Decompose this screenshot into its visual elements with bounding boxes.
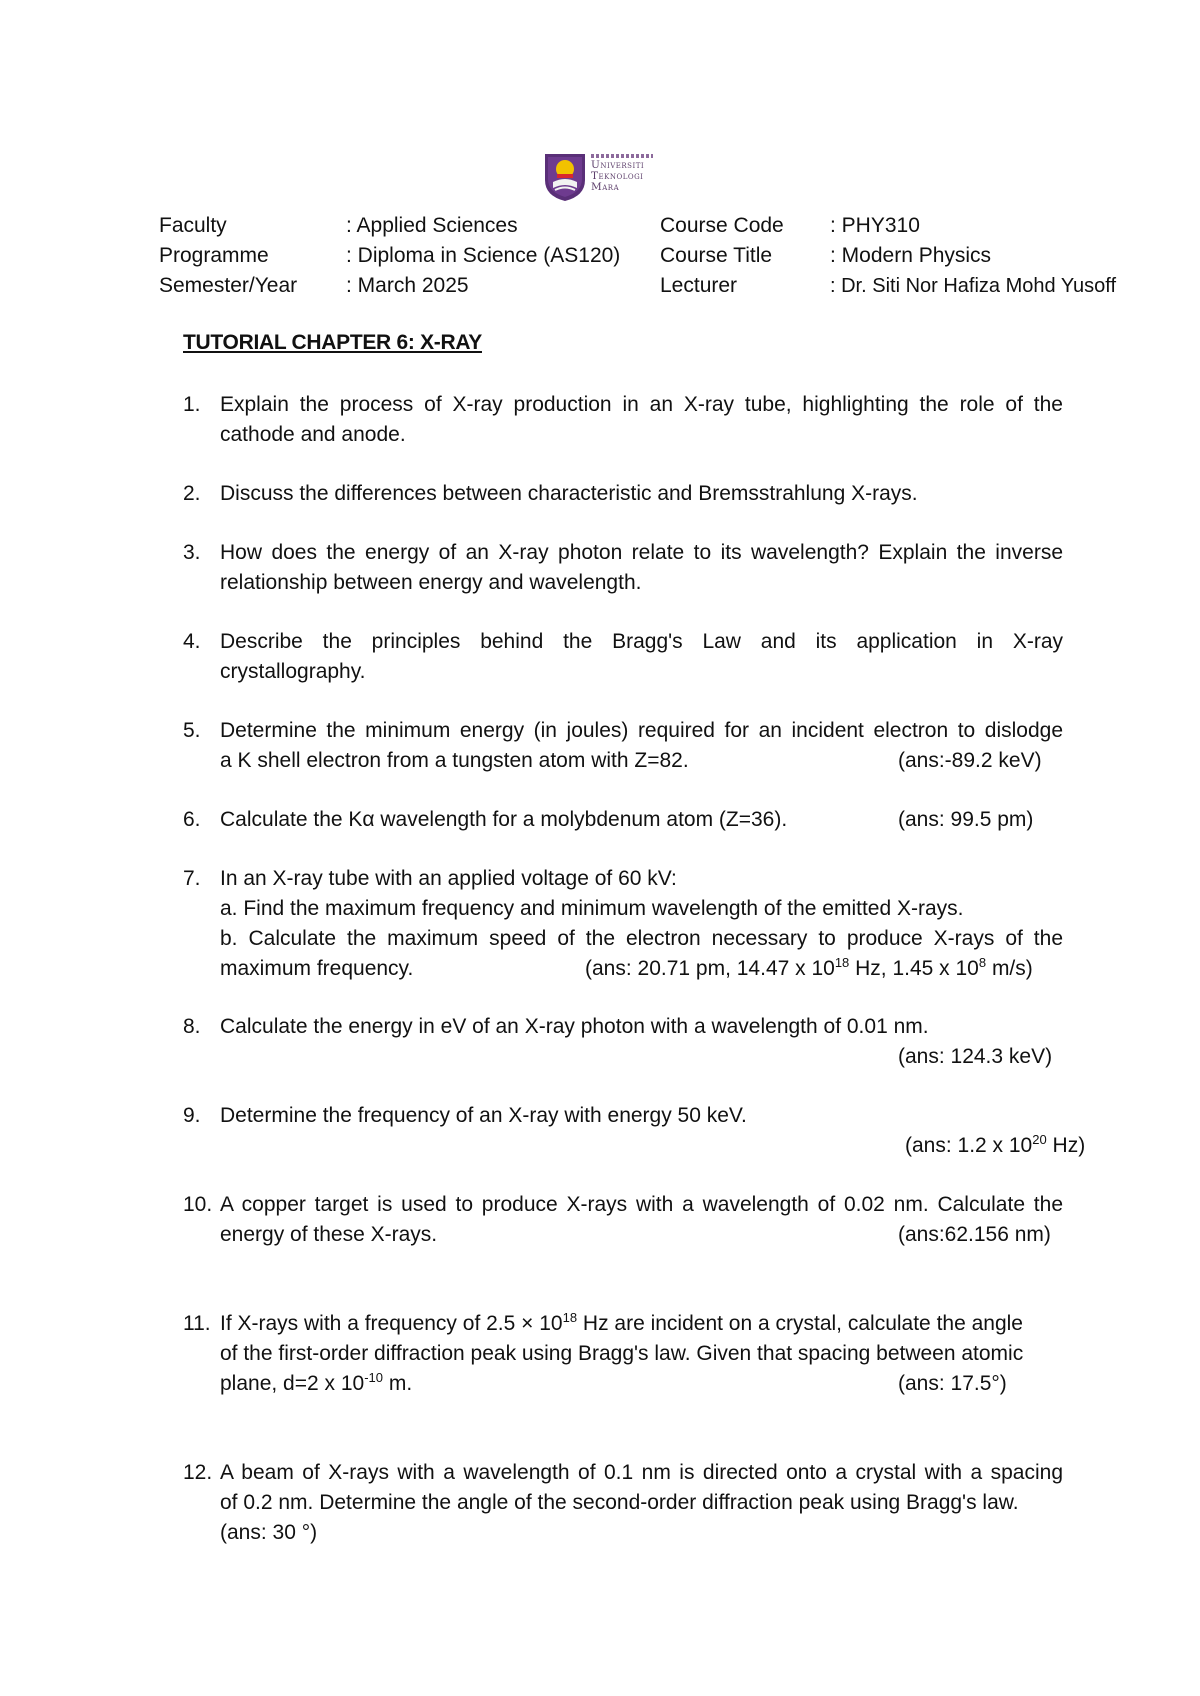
answer bbox=[905, 1131, 1085, 1161]
question-line bbox=[220, 1042, 1063, 1072]
jawi-script bbox=[591, 154, 653, 158]
question-number: 1. bbox=[183, 393, 201, 416]
question-text: Determine the minimum energy (in joules) required for an incident electron to dislodge bbox=[220, 719, 1063, 742]
question-text: of 0.2 nm. Determine the angle of the second-order diffraction peak using Bragg's law. bbox=[220, 1491, 1019, 1514]
question-text: plane, d=2 x 10 bbox=[220, 1372, 365, 1395]
logo-line-1: Universiti bbox=[591, 159, 645, 171]
course-title-value: : Modern Physics bbox=[830, 244, 992, 267]
answer-part: (ans: 20.71 pm, 14.47 x 10 bbox=[585, 957, 835, 980]
answer-part: m/s) bbox=[986, 957, 1033, 980]
question-text: A beam of X-rays with a wavelength of 0.1 nm is directed onto a crystal with a spacing bbox=[220, 1461, 1063, 1484]
question-number: 2. bbox=[183, 482, 201, 505]
question-text: cathode and anode. bbox=[220, 423, 406, 446]
question-text: maximum frequency. bbox=[220, 957, 414, 980]
programme-value: : Diploma in Science (AS120) bbox=[346, 244, 621, 267]
question-line bbox=[220, 1369, 1063, 1399]
question-number: 4. bbox=[183, 630, 201, 653]
answer: (ans: 30 °) bbox=[220, 1521, 318, 1544]
answer bbox=[585, 954, 1033, 984]
university-wordmark bbox=[591, 154, 653, 193]
question-text: If X-rays with a frequency of 2.5 × 10 bbox=[220, 1312, 563, 1335]
answer: (ans:-89.2 keV) bbox=[898, 749, 1042, 772]
course-code-value: : PHY310 bbox=[830, 214, 920, 237]
question-text: of the first-order diffraction peak using Bragg's law. Given that spacing between atomic bbox=[220, 1342, 1024, 1365]
course-title-label: Course Title bbox=[660, 244, 773, 267]
question-number: 9. bbox=[183, 1104, 201, 1127]
question-text: In an X-ray tube with an applied voltage of 60 kV: bbox=[220, 867, 677, 890]
question-exponent: -10 bbox=[364, 1370, 383, 1385]
question-line bbox=[220, 805, 1063, 835]
answer-exponent: 18 bbox=[834, 955, 850, 970]
question-text: a K shell electron from a tungsten atom with Z=82. bbox=[220, 749, 689, 772]
course-info-right bbox=[660, 211, 1160, 301]
answer-part: Hz) bbox=[1046, 1134, 1086, 1157]
question-text: Determine the frequency of an X-ray with energy 50 keV. bbox=[220, 1104, 747, 1127]
answer: (ans:62.156 nm) bbox=[898, 1223, 1051, 1246]
answer: (ans: 124.3 keV) bbox=[898, 1045, 1053, 1068]
question-text: crystallography. bbox=[220, 660, 366, 683]
question-number: 3. bbox=[183, 541, 201, 564]
question-line bbox=[220, 746, 1063, 776]
question-text: How does the energy of an X-ray photon relate to its wavelength? Explain the inverse bbox=[220, 541, 1063, 564]
question-text: m. bbox=[383, 1372, 413, 1395]
course-info-left bbox=[159, 211, 639, 301]
logo-line-2: Teknologi bbox=[591, 170, 644, 182]
question-number: 6. bbox=[183, 808, 201, 831]
answer-exponent: 8 bbox=[978, 955, 987, 970]
answer: (ans: 99.5 pm) bbox=[898, 808, 1034, 831]
question-number: 10. bbox=[183, 1193, 213, 1216]
programme-label: Programme bbox=[159, 244, 269, 267]
answer-part: Hz, 1.45 x 10 bbox=[849, 957, 979, 980]
question-number: 8. bbox=[183, 1015, 201, 1038]
faculty-label: Faculty bbox=[159, 214, 227, 237]
question-line bbox=[220, 1220, 1063, 1250]
lecturer-label: Lecturer bbox=[660, 274, 738, 297]
answer-exponent: 20 bbox=[1032, 1132, 1047, 1147]
question-text: b. Calculate the maximum speed of the electron necessary to produce X-rays of the bbox=[220, 927, 1063, 950]
question-text: Hz are incident on a crystal, calculate the angle bbox=[577, 1312, 1023, 1335]
logo-line-3: Mara bbox=[591, 181, 620, 193]
course-code-label: Course Code bbox=[660, 214, 784, 237]
question-text: Calculate the energy in eV of an X-ray photon with a wavelength of 0.01 nm. bbox=[220, 1015, 929, 1038]
question-text: relationship between energy and wavelength. bbox=[220, 571, 642, 594]
question-exponent: 18 bbox=[562, 1310, 578, 1325]
question-text: energy of these X-rays. bbox=[220, 1223, 438, 1246]
answer-part: (ans: 1.2 x 10 bbox=[905, 1134, 1033, 1157]
question-number: 12. bbox=[183, 1461, 213, 1484]
question-number: 11. bbox=[183, 1312, 211, 1335]
answer: (ans: 17.5°) bbox=[898, 1372, 1007, 1395]
lecturer-value: : Dr. Siti Nor Hafiza Mohd Yusoff bbox=[830, 275, 1117, 297]
semester-value: : March 2025 bbox=[346, 274, 469, 297]
question-text: Calculate the Kα wavelength for a molybdenum atom (Z=36). bbox=[220, 808, 788, 831]
question-number: 7. bbox=[183, 867, 201, 890]
faculty-value: : Applied Sciences bbox=[346, 214, 518, 237]
semester-label: Semester/Year bbox=[159, 274, 298, 297]
question-text: Explain the process of X-ray production in an X-ray tube, highlighting the role of the bbox=[220, 393, 1063, 416]
question-text: Describe the principles behind the Bragg's Law and its application in X-ray bbox=[220, 630, 1063, 653]
question-number: 5. bbox=[183, 719, 201, 742]
question-line bbox=[220, 1131, 1086, 1161]
question-line bbox=[220, 954, 1063, 984]
question-text: A copper target is used to produce X-rays with a wavelength of 0.02 nm. Calculate the bbox=[220, 1193, 1063, 1216]
university-logo bbox=[543, 150, 673, 202]
question-text: a. Find the maximum frequency and minimum wavelength of the emitted X-rays. bbox=[220, 897, 964, 920]
tutorial-heading: TUTORIAL CHAPTER 6: X-RAY bbox=[183, 331, 482, 354]
question-text: Discuss the differences between characteristic and Bremsstrahlung X-rays. bbox=[220, 482, 918, 505]
university-crest-icon bbox=[543, 152, 587, 202]
question-line bbox=[220, 1309, 1063, 1339]
